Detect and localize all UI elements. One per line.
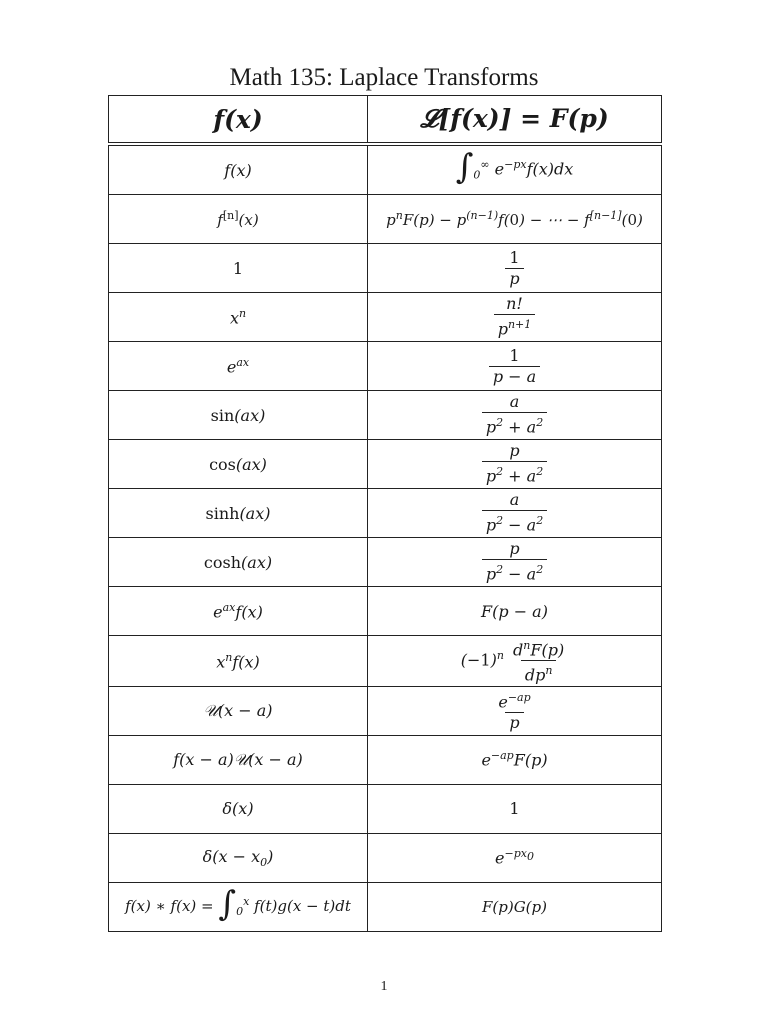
cell-F: $\frac{p}{p^2 - a^2}$ bbox=[368, 538, 662, 587]
cell-f: f(x) bbox=[109, 146, 368, 195]
cell-f: f[n](x) bbox=[109, 195, 368, 244]
cell-F: 1 bbox=[368, 784, 662, 833]
cell-F: $\frac{n!}{p^{n+1}}$ bbox=[368, 293, 662, 342]
cell-F: F(p − a) bbox=[368, 587, 662, 636]
table-row bbox=[109, 244, 662, 293]
cell-f: $\delta(x - x_0)$ bbox=[109, 833, 368, 882]
laplace-table bbox=[108, 95, 662, 932]
cell-f: 1 bbox=[109, 244, 368, 293]
cell-F: $e^{-px_0}$ bbox=[368, 833, 662, 882]
cell-f: $e^{ax}f(x)$ bbox=[109, 587, 368, 636]
page-number: 1 bbox=[380, 979, 388, 994]
table-row bbox=[109, 833, 662, 882]
table-row bbox=[109, 146, 662, 195]
cell-F: $\frac{a}{p^2 + a^2}$ bbox=[368, 391, 662, 440]
table-row bbox=[109, 489, 662, 538]
cell-F: $\frac{p}{p^2 + a^2}$ bbox=[368, 440, 662, 489]
table-header bbox=[109, 96, 662, 143]
table-row bbox=[109, 440, 662, 489]
table-row bbox=[109, 784, 662, 833]
cell-f: δ(x) bbox=[109, 784, 368, 833]
table-row bbox=[109, 391, 662, 440]
cell-f: $x^nf(x)$ bbox=[109, 636, 368, 687]
cell-f: $x^n$ bbox=[109, 293, 368, 342]
cell-F: F(p)G(p) bbox=[368, 882, 662, 931]
header-transform: 𝓛[𝒇(𝒙)] = 𝑭(𝒑) bbox=[368, 96, 662, 143]
cell-F: $\frac{1}{p - a}$ bbox=[368, 342, 662, 391]
page-title: Math 135: Laplace Transforms bbox=[229, 64, 539, 91]
table-row bbox=[109, 686, 662, 735]
table-row bbox=[109, 342, 662, 391]
table-row bbox=[109, 293, 662, 342]
cell-F: $\frac{a}{p^2 - a^2}$ bbox=[368, 489, 662, 538]
table-row bbox=[109, 538, 662, 587]
table-row bbox=[109, 587, 662, 636]
cell-f: f(x) ∗ $f(x) = \int_0^x$ f(t)g(x − t)dt bbox=[109, 882, 368, 931]
table-row bbox=[109, 636, 662, 687]
cell-F: $\int_0^\infty$ $e^{-px}f(x)dx$ bbox=[368, 146, 662, 195]
cell-f: sinh(ax) bbox=[109, 489, 368, 538]
table-row bbox=[109, 195, 662, 244]
cell-F: $\frac{1}{p}$ bbox=[368, 244, 662, 293]
table-row bbox=[109, 735, 662, 784]
cell-F: $\frac{e^{-ap}}{p}$ bbox=[368, 686, 662, 735]
cell-f: $e^{ax}$ bbox=[109, 342, 368, 391]
cell-f: cosh(ax) bbox=[109, 538, 368, 587]
table-row bbox=[109, 882, 662, 931]
cell-F: $p^nF(p) - p^{(n-1)}f(0)$ − ⋯ − f[n−1](0) bbox=[368, 195, 662, 244]
cell-F: $(-1)^n$ $\frac{d^nF(p)}{dp^n}$ bbox=[368, 636, 662, 687]
cell-f: f(x − a)𝒰(x − a) bbox=[109, 735, 368, 784]
cell-f: 𝒰(x − a) bbox=[109, 686, 368, 735]
header-fx: 𝒇(𝒙) bbox=[109, 96, 368, 143]
cell-f: cos(ax) bbox=[109, 440, 368, 489]
cell-F: $e^{-ap}F(p)$ bbox=[368, 735, 662, 784]
cell-f: sin(ax) bbox=[109, 391, 368, 440]
